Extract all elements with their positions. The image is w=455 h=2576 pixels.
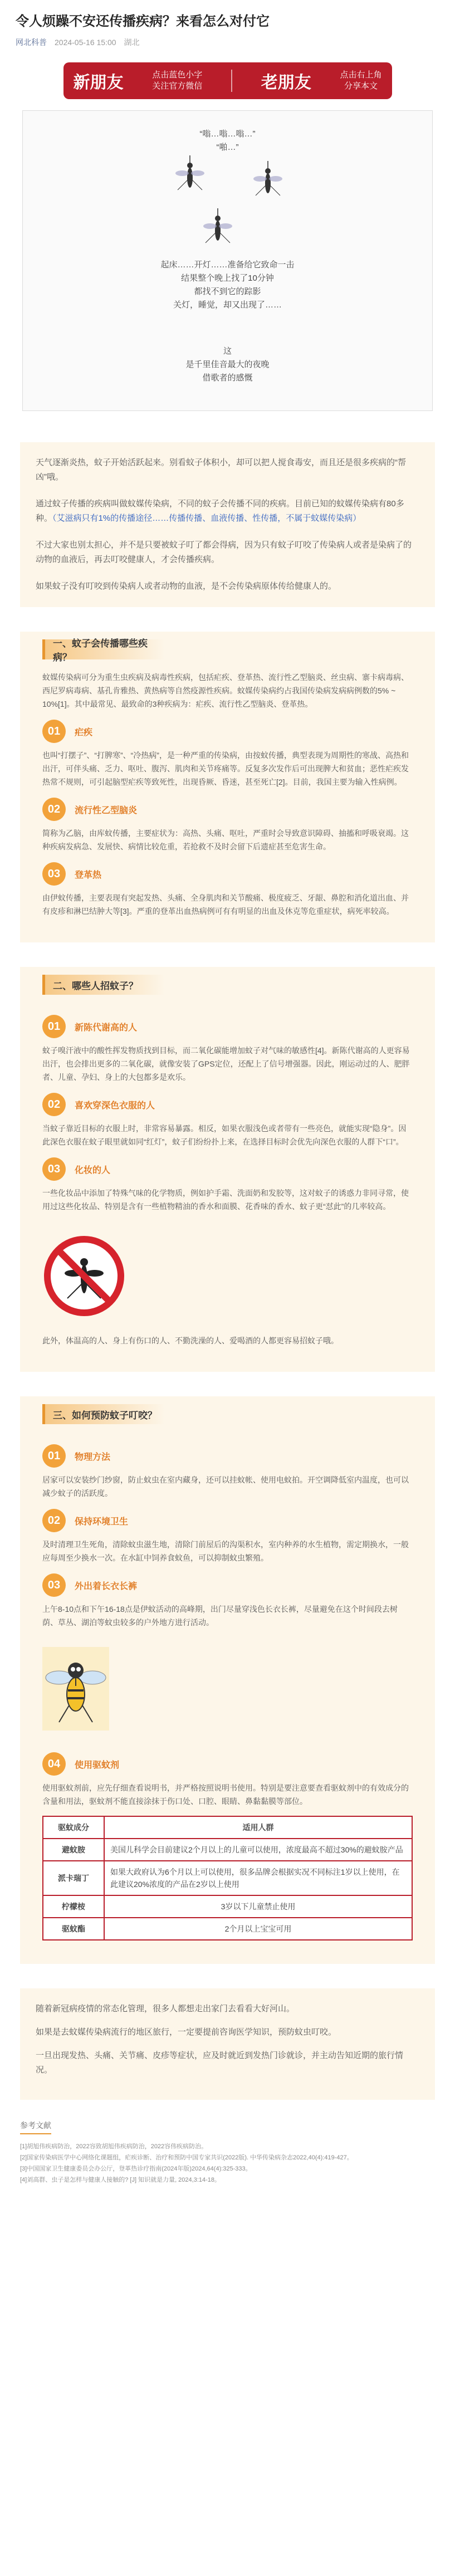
reference-item: [2]国家传染病医学中心网络化课题组，疟疾诊断、治疗和预防中国专家共识(2022版). 中华传染病杂志2022,40(4):419-427。 (20, 2154, 353, 2161)
subheading-label: 流行性乙型脑炎 (75, 805, 138, 815)
poem-line: 结果整个晚上找了10分钟 (181, 273, 274, 283)
poem-mid-lines (23, 258, 432, 312)
table-cell: 派卡瑞丁 (43, 1861, 104, 1895)
follow-banner[interactable] (63, 62, 392, 99)
section-paragraph: 简称为乙脑，由库蚊传播，主要症状为：高热、头痛、呕吐，严重时会导致意识障碍、抽搐和呼吸衰竭。这种疾病发病急、发展快、病情比较危重，若抢救不及时会留下后遗症甚至危害生命。 (42, 829, 409, 851)
subheading-label: 外出着长衣长裤 (75, 1581, 138, 1591)
account-name-link[interactable]: 网北科普 (16, 38, 47, 47)
section-paragraph: 此外，体温高的人、身上有伤口的人、不勤洗澡的人、爱喝酒的人都更容易招蚊子哦。 (42, 1336, 339, 1345)
poem-top-lines (23, 128, 432, 154)
poem-illustration (22, 110, 433, 411)
section-heading (20, 1396, 435, 1432)
section-title: 二、哪些人招蚊子？ (42, 975, 165, 995)
reference-item: [1]胡旭伟疾病防治，2022容致胡旭伟疾病防治，2022容伟疾病防治。 (20, 2143, 208, 2150)
subheading-dengue (42, 862, 413, 886)
intro-paragraph: 不过大家也别太担心，并不是只要被蚊子叮了都会得病，因为只有蚊子叮咬了传染病人或者是染病了的动物的血液后，再去叮咬健康人，才会传播疾病。 (36, 540, 412, 564)
cartoon-mosquito-icon (42, 1647, 109, 1731)
publish-date: 2024-05-16 15:00 (55, 38, 116, 47)
table-cell: 驱蚊酯 (43, 1918, 104, 1940)
section-paragraph: 一些化妆品中添加了特殊气味的化学物质，例如护手霜、洗面奶和发胶等，这对蚊子的诱惑力非同寻常，使用过这些化妆品、特别是含有一些植物精油的香水和面膜、花香味的香水、蚊子更“怼此”的几率较高。 (42, 1189, 409, 1211)
poem-bottom-lines (23, 345, 432, 385)
subheading-encephalitis (42, 798, 413, 821)
subheading-label: 新陈代谢高的人 (75, 1023, 138, 1033)
section-title: 一、蚊子会传播哪些疾病？ (42, 639, 165, 659)
banner-left-hint-line2: 关注官方微信 (152, 81, 203, 91)
number-badge: 01 (42, 720, 66, 743)
intro-box (20, 442, 435, 607)
closing-paragraph: 一旦出现发热、头痛、关节痛、皮疹等症状，应及时就近到发热门诊就诊，并主动告知近期的旅行情况。 (36, 2051, 404, 2075)
poem-line: 这 (223, 346, 232, 356)
section-diseases (20, 632, 435, 942)
section-paragraph: 蚊媒传染病可分为重生虫疾病及病毒性疾病，包括疟疾、登革热、流行性乙型脑炎、丝虫病、寨卡病毒病、西尼罗病毒病、基孔肯雅热、黄热病等自然疫源性疾病。蚊媒传染病约占我国传染病发病病例数的5% ~ 10%[1]。其中最常见、最致命的3种疾病为：疟疾、流行性乙型脑炎、登革热。 (42, 673, 409, 708)
subheading-dark-clothes (42, 1093, 413, 1116)
article-header (0, 0, 455, 56)
intro-paragraph (36, 497, 419, 526)
table-row (43, 1895, 412, 1918)
table-header-row (43, 1816, 412, 1839)
number-badge: 01 (42, 1015, 66, 1038)
table-cell: 柠檬桉 (43, 1895, 104, 1918)
table-row (43, 1839, 412, 1861)
banner-right-hint (340, 70, 381, 92)
banner-new-friend: 新朋友 (73, 74, 124, 92)
section-body (20, 1003, 435, 1347)
subheading-metabolism (42, 1015, 413, 1038)
section-prevention (20, 1396, 435, 1964)
poem-line: 是千里佳音最大的夜晚 (185, 360, 270, 369)
banner-right-hint-line2: 分享本文 (344, 81, 378, 91)
no-mosquito-icon (42, 1234, 126, 1318)
number-badge: 04 (42, 1752, 66, 1776)
section-body (20, 667, 435, 918)
table-cell: 美国儿科学会目前建议2个月以上的儿童可以使用，浓度最高不超过30%的避蚊胺产品 (104, 1839, 412, 1861)
poem-line: 都找不到它的踪影 (194, 287, 261, 296)
table-row (43, 1861, 412, 1895)
poem-line: “啪…” (216, 143, 239, 152)
intro-paragraph: 如果蚊子没有叮咬到传染病人或者动物的血液，是不会传染病原体传给健康人的。 (36, 581, 337, 591)
subheading-long-clothes (42, 1573, 413, 1597)
banner-right-hint-line1: 点击右上角 (340, 70, 382, 80)
intro-highlight: （艾滋病只有1%的传播途径……传播传播、血液传播、性传播，不属于蚊媒传染病） (52, 514, 361, 523)
number-badge: 02 (42, 1509, 66, 1532)
table-cell: 3岁以下儿童禁止使用 (104, 1895, 412, 1918)
poem-line: 关灯，睡觉，却又出现了…… (173, 300, 282, 310)
subheading-label: 化妆的人 (75, 1165, 111, 1175)
references (20, 2120, 435, 2197)
subheading-hygiene (42, 1509, 413, 1532)
banner-divider (231, 70, 232, 92)
subheading-physical (42, 1444, 413, 1468)
section-title: 三、如何预防蚊子叮咬？ (42, 1404, 165, 1424)
subheading-label: 喜欢穿深色衣服的人 (75, 1101, 155, 1111)
subheading-label: 疟疾 (75, 727, 93, 737)
article-meta (16, 37, 439, 48)
section-heading (20, 967, 435, 1003)
table-header-cell: 驱蚊成分 (43, 1816, 104, 1839)
banner-left-hint-line1: 点击蓝色小字 (152, 70, 203, 80)
intro-text: 通过蚊子传播的疾病叫做蚊媒传染病，不同的蚊子会传播不同的疾病。目前已知的蚊媒传染病有80多种。 (36, 499, 404, 523)
references-heading: 参考文献 (20, 2120, 51, 2134)
poem-line: “嗡…嗡…嗡…” (199, 129, 256, 139)
section-paragraph: 蚊子嗅汗液中的酸性挥发物质找到目标，而二氧化碳能增加蚊子对气味的敏感性[4]。新陈代谢高的人更容易出汗，也会排出更多的二氧化碳，就像安装了GPS定位，还配上了信号增强器。因此，刚运动过的人、肥胖者、儿童、孕妇、身上的大包都多是欢乐。 (42, 1046, 410, 1082)
subheading-repellent (42, 1752, 413, 1776)
number-badge: 01 (42, 1444, 66, 1468)
section-paragraph: 也叫“打摆子”、“打脾寒”、“冷热病”，是一种严重的传染病，由按蚊传播，典型表现为周期性的寒战、高热和出汗，可伴头痛、乏力、呕吐、腹泻、肌肉和关节疼痛等。反复多次发作后可出现脾大和贫血；恶性疟疾发热常不规则，可引起脑型疟疾等致死性，出现昏厥、昏迷，甚至死亡[2]。目前，我国主要为输入性病例。 (42, 751, 409, 786)
section-who-attracts (20, 967, 435, 1372)
subheading-malaria (42, 720, 413, 743)
subheading-label: 物理方法 (75, 1452, 111, 1462)
repellent-table (42, 1816, 413, 1940)
table-cell: 2个月以上宝宝可用 (104, 1918, 412, 1940)
reference-item: [4]刘高群、虫子是怎样与健康人接触的? [J] 知识就是力量, 2024,3:14-18。 (20, 2177, 221, 2183)
section-paragraph: 上午8-10点和下午16-18点是伊蚊活动的高峰期，出门尽量穿浅色长衣长裤，尽量避免在这个时间段去树荫、草丛、湖泊等蚊虫较多的户外地方进行活动。 (42, 1605, 398, 1627)
section-body (20, 1432, 435, 1940)
section-heading (20, 632, 435, 667)
banner-left-hint (152, 70, 202, 92)
table-cell: 避蚊胺 (43, 1839, 104, 1861)
section-paragraph: 使用驱蚊剂前，应先仔细查看说明书，并严格按照说明书使用。特别是要注意要查看驱蚊剂中的有效成分的含量和用法，驱蚊剂不能直接涂抹于伤口处、口腔、眼睛、鼻黏黏膜等部位。 (42, 1783, 409, 1806)
closing-paragraph: 随着新冠病疫情的常态化管理，很多人都想走出家门去看看大好河山。 (36, 2004, 295, 2013)
poem-line: 借歌者的感慨 (202, 373, 253, 383)
poem-line: 起床……开灯……准备给它致命一击 (160, 260, 295, 270)
table-header-cell: 适用人群 (104, 1816, 412, 1839)
banner-old-friend: 老朋友 (261, 74, 311, 92)
mosquito-icon (173, 155, 207, 194)
number-badge: 02 (42, 798, 66, 821)
article-title: 令人烦躁不安还传播疾病？来看怎么对付它 (16, 14, 270, 29)
number-badge: 03 (42, 862, 66, 886)
table-cell: 如果大政府认为6个月以上可以使用，很多品牌会根据实况不同标注1岁以上使用，在此建议20%浓度的产品在2岁以上使用 (104, 1861, 412, 1895)
publish-location: 湖北 (124, 38, 140, 47)
number-badge: 02 (42, 1093, 66, 1116)
section-paragraph: 当蚊子靠近目标的衣服上时，非常容易暴露。相反，如果衣服浅色或者带有一些亮色，就能实现“隐身”。因此深色衣服在蚊子眼里就如同“红灯”，蚊子们纷纷扑上来，在选择目标时会优先向深色衣服的人群下“口”。 (42, 1124, 407, 1146)
closing-box (20, 1988, 435, 2100)
subheading-label: 使用驱蚊剂 (75, 1760, 120, 1770)
section-paragraph: 居家可以安装纱门纱窗，防止蚊虫在室内藏身，还可以挂蚊帐、使用电蚊拍。开空调降低室内温度，也可以减少蚊子的活跃度。 (42, 1475, 409, 1498)
intro-paragraph: 天气逐渐炎热，蚊子开始活跃起来。别看蚊子体积小，却可以把人搅食毒安，而且还是很多疾病的“帮凶”哦。 (36, 458, 406, 482)
number-badge: 03 (42, 1157, 66, 1181)
reference-item: [3]中国国家卫生健康委员会办公厅，登革热诊疗指南(2024年版)2024,64(4):325-333。 (20, 2166, 252, 2172)
mosquito-icon (251, 161, 285, 200)
subheading-makeup (42, 1157, 413, 1181)
number-badge: 03 (42, 1573, 66, 1597)
subheading-label: 保持环境卫生 (75, 1517, 129, 1527)
subheading-label: 登革热 (75, 870, 102, 880)
closing-paragraph: 如果是去蚊媒传染病流行的地区旅行，一定要提前咨询医学知识，预防蚊虫叮咬。 (36, 2027, 337, 2037)
section-paragraph: 由伊蚊传播，主要表现有突起发热、头痛、全身肌肉和关节酸痛、极度疲乏、牙龈、鼻腔和消化道出血、并有皮疹和淋巴结肿大等[3]。严重的登革出血热病例可有有明显的出血及休克等危重症状，病死率较高。 (42, 893, 409, 916)
table-row (43, 1918, 412, 1940)
mosquito-icon (201, 208, 234, 247)
section-paragraph: 及时清理卫生死角，清除蚊虫滋生地，清除门前屋后的沟渠积水，室内种养的水生植物，需定期换水，一般应每周至少换水一次。在水缸中饲养食蚊鱼，可以抑制蚊虫繁殖。 (42, 1540, 409, 1562)
